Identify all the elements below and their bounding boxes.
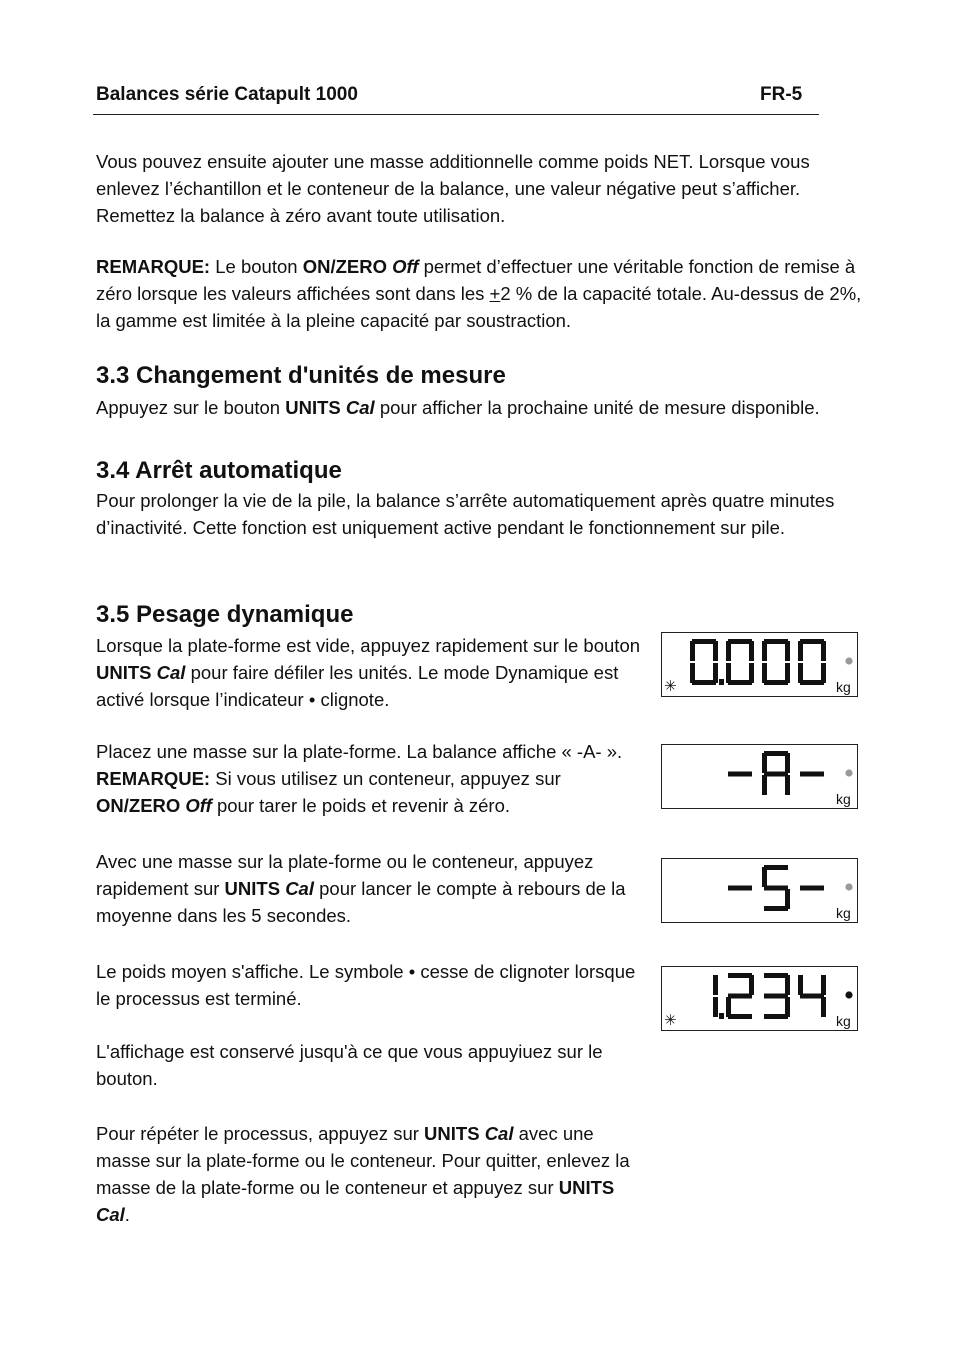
segment-f — [762, 641, 767, 661]
note-paragraph: REMARQUE: Le bouton ON/ZERO Off permet d’effectuer une véritable fonction de remise à zéro lorsque les valeurs affichées sont dans les +2 % de la capacité totale. Au-dessus de 2%, la gamme est limitée à la pleine capacité par soustraction. — [96, 256, 862, 331]
segment-g — [728, 886, 752, 891]
segment-f — [762, 753, 767, 773]
lcd-display-average — [661, 744, 858, 809]
segment-a — [728, 973, 752, 978]
segment-b — [785, 753, 790, 773]
segment-b — [821, 641, 826, 661]
dynamic-indicator-dot — [845, 883, 852, 890]
note-label: REMARQUE: — [96, 256, 211, 277]
dynamic-step-2: Placez une masse sur la plate-forme. La balance affiche « -A- ». REMARQUE: Si vous utilisez un conteneur, appuyez sur ON/ZERO Off pour tarer le poids et revenir à zéro. — [96, 741, 623, 816]
unit-label: kg — [836, 905, 851, 921]
segment-b — [713, 975, 718, 995]
segment-b — [785, 641, 790, 661]
segment-f — [798, 975, 803, 995]
units-key: UNITS — [96, 662, 157, 683]
lcd-digit-0 — [713, 975, 718, 1017]
segment-g — [764, 772, 788, 777]
segment-g — [800, 994, 824, 999]
units-key: UNITS — [558, 1177, 615, 1198]
section-3-3-heading: 3.3 Changement d'unités de mesure — [96, 362, 506, 389]
header-divider — [93, 114, 819, 115]
segment-c — [821, 997, 826, 1017]
segment-a — [800, 639, 824, 644]
dynamic-step-1: Lorsque la plate-forme est vide, appuyez rapidement sur le bouton UNITS Cal pour faire défiler les unités. Le mode Dynamique est activé lorsque l’indicateur • clignote. — [96, 635, 641, 710]
segment-a — [764, 865, 788, 870]
units-key: UNITS — [424, 1123, 485, 1144]
note-label: REMARQUE: — [96, 768, 211, 789]
segment-d — [728, 1014, 752, 1019]
segment-b — [785, 975, 790, 995]
segment-a — [692, 639, 716, 644]
section-3-5-heading: 3.5 Pesage dynamique — [96, 601, 354, 628]
dynamic-step-3: Avec une masse sur la plate-forme ou le conteneur, appuyez rapidement sur UNITS Cal pour lancer le compte à rebours de la moyenne dans les 5 secondes. — [96, 851, 626, 926]
section-3-4-heading: 3.4 Arrêt automatique — [96, 457, 342, 484]
decimal-point — [719, 1013, 724, 1019]
lcd-display-countdown — [661, 858, 858, 923]
segment-f — [798, 641, 803, 661]
intro-paragraph: Vous pouvez ensuite ajouter une masse additionnelle comme poids NET. Lorsque vous enlevez l’échantillon et le conteneur de la balance, une valeur négative peut s’afficher. Remettez la balance à zéro avant toute utilisation. — [96, 151, 810, 226]
segment-b — [821, 975, 826, 995]
lcd-digit-1 — [726, 639, 754, 685]
segment-d — [692, 680, 716, 685]
plus-minus: + — [489, 283, 501, 304]
segment-d — [764, 906, 788, 911]
section-3-4-text: Pour prolonger la vie de la pile, la balance s’arrête automatiquement après quatre minutes d’inactivité. Cette fonction est uniquement active pendant le fonctionnement sur pile. — [96, 490, 835, 538]
lcd-digit-1 — [726, 973, 754, 1019]
segment-e — [690, 663, 695, 683]
decimal-point — [719, 679, 724, 685]
section-3-3-text: Appuyez sur le bouton UNITS Cal pour afficher la prochaine unité de mesure disponible. — [96, 397, 820, 418]
onzero-key: ON/ZERO — [302, 256, 393, 277]
document-title: Balances série Catapult 1000 — [96, 84, 358, 105]
cal-key: Cal — [96, 1204, 125, 1225]
segment-b — [713, 641, 718, 661]
lcd-digit-1 — [762, 751, 790, 795]
segment-a — [728, 639, 752, 644]
dynamic-step-4: Le poids moyen s'affiche. Le symbole • cesse de clignoter lorsque le processus est terminé. — [96, 961, 636, 1009]
units-key: UNITS — [224, 878, 286, 899]
segment-g — [728, 994, 752, 999]
lcd-digit-1 — [762, 865, 790, 911]
dynamic-indicator-dot — [845, 769, 852, 776]
stability-asterisk-icon: ✳ — [664, 1011, 677, 1029]
segment-e — [762, 663, 767, 683]
stability-asterisk-icon: ✳ — [664, 677, 677, 695]
dynamic-step-6: Pour répéter le processus, appuyez sur UNITS Cal avec une masse sur la plate-forme ou le conteneur. Pour quitter, enlevez la masse de la plate-forme ou le conteneur et appuyez sur UNITS Cal. — [96, 1123, 630, 1225]
segment-c — [785, 775, 790, 795]
lcd-digit-2 — [762, 639, 790, 685]
unit-label: kg — [836, 791, 851, 807]
segment-c — [713, 997, 718, 1017]
lcd-digit-2 — [800, 886, 824, 891]
segment-g — [764, 994, 788, 999]
lcd-display-result — [661, 966, 858, 1031]
segment-b — [749, 975, 754, 995]
dynamic-indicator-dot — [845, 657, 852, 664]
segment-b — [749, 641, 754, 661]
segment-d — [800, 680, 824, 685]
dynamic-indicator-dot — [845, 991, 852, 998]
dynamic-step-5: L'affichage est conservé jusqu'à ce que vous appuyiuez sur le bouton. — [96, 1041, 603, 1089]
lcd-digit-2 — [800, 772, 824, 777]
units-key: UNITS — [285, 397, 346, 418]
segment-e — [798, 663, 803, 683]
segment-a — [764, 751, 788, 756]
lcd-display-zero — [661, 632, 858, 697]
segment-g — [800, 772, 824, 777]
segment-d — [764, 1014, 788, 1019]
segment-g — [728, 772, 752, 777]
lcd-digit-0 — [728, 886, 752, 891]
lcd-digit-3 — [798, 639, 826, 685]
segment-a — [764, 639, 788, 644]
cal-key: Cal — [345, 397, 375, 418]
segment-e — [762, 775, 767, 795]
segment-f — [726, 641, 731, 661]
cal-key: Cal — [484, 1123, 514, 1144]
segment-f — [690, 641, 695, 661]
lcd-digit-0 — [690, 639, 718, 685]
cal-key: Cal — [156, 662, 186, 683]
lcd-digit-0 — [728, 772, 752, 777]
lcd-digit-2 — [764, 973, 790, 1019]
off-key: Off — [392, 256, 419, 277]
segment-g — [764, 886, 788, 891]
unit-label: kg — [836, 679, 851, 695]
onzero-key: ON/ZERO — [96, 795, 186, 816]
page-number: FR-5 — [760, 84, 803, 105]
segment-f — [762, 867, 767, 887]
segment-a — [764, 973, 788, 978]
segment-e — [726, 663, 731, 683]
segment-d — [728, 680, 752, 685]
segment-g — [800, 886, 824, 891]
lcd-digit-3 — [798, 975, 826, 1017]
segment-d — [764, 680, 788, 685]
cal-key: Cal — [285, 878, 314, 899]
unit-label: kg — [836, 1013, 851, 1029]
off-key: Off — [185, 795, 212, 816]
